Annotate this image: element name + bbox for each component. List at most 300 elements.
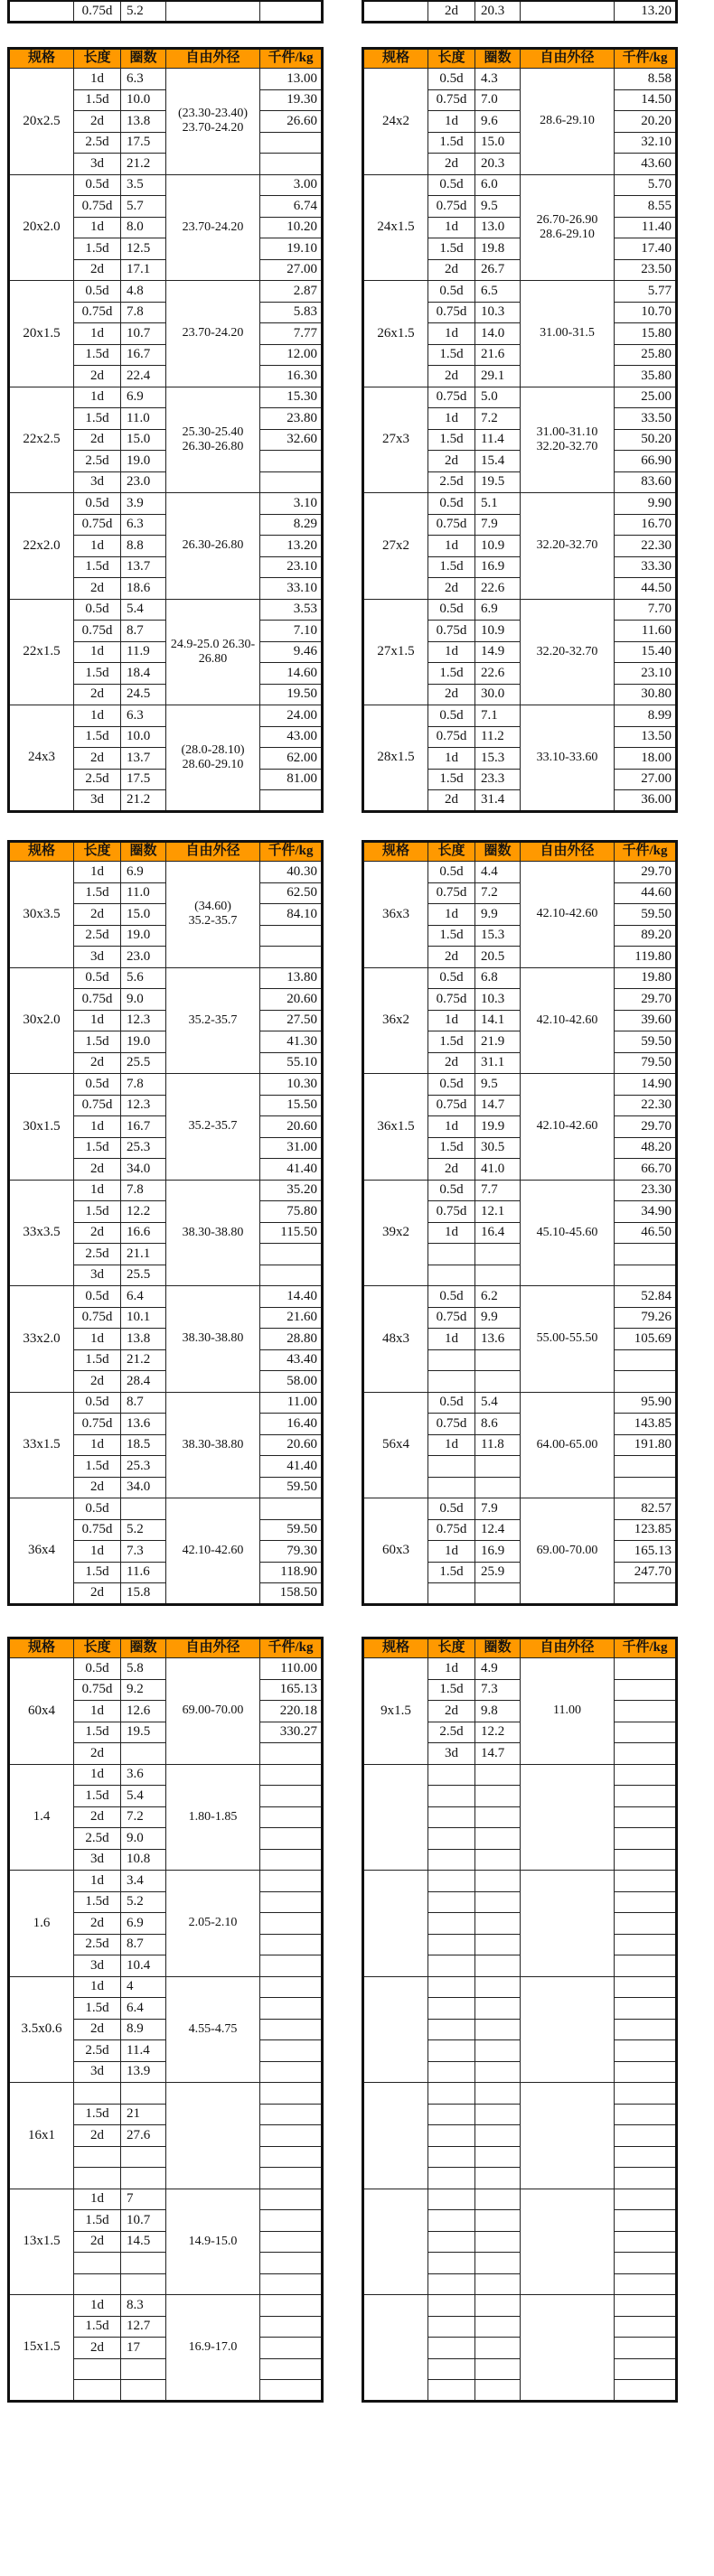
weight-cell: 36.00 [615,790,677,812]
weight-cell [615,1244,677,1265]
length-cell: 0.75d [74,514,121,536]
table-row [363,1498,677,1520]
length-cell: 0.5d [428,281,475,303]
free-diameter-cell: 55.00-55.50 [521,1286,615,1393]
length-cell: 1d [74,705,121,727]
length-cell: 0.75d [74,1,121,23]
coils-cell: 21 [121,2104,166,2125]
weight-cell: 29.70 [615,862,677,883]
column-header: 长度 [74,49,121,69]
length-cell: 0.5d [74,599,121,621]
coils-cell: 22.4 [121,366,166,387]
table-row [363,1286,677,1308]
length-cell: 1.5d [74,882,121,904]
weight-cell: 10.70 [615,302,677,323]
spec-cell [363,1976,428,2083]
length-cell: 1.5d [428,556,475,578]
length-cell: 3d [74,1955,121,1977]
column-header: 规格 [9,842,74,862]
length-cell: 2d [74,2231,121,2253]
table-row [9,1286,323,1308]
column-header: 圈数 [475,1638,521,1658]
length-cell: 2d [428,947,475,968]
weight-cell: 79.30 [260,1541,323,1563]
length-cell: 0.5d [428,493,475,515]
table-row [363,599,677,621]
length-cell: 1d [428,323,475,345]
spec-cell: 33x2.0 [9,1286,74,1393]
weight-cell: 23.30 [615,1180,677,1201]
coils-cell: 28.4 [121,1371,166,1393]
length-cell: 1d [74,1976,121,1998]
length-cell [428,1265,475,1286]
length-cell: 0.5d [74,1074,121,1096]
free-diameter-cell: (34.60) 35.2-35.7 [166,862,260,968]
coils-cell [475,2338,521,2359]
table-row [363,281,677,303]
coils-cell: 9.5 [475,1074,521,1096]
length-cell [428,2104,475,2125]
length-cell: 0.75d [428,196,475,218]
spec-cell: 30x1.5 [9,1074,74,1181]
free-diameter-cell: 11.00 [521,1658,615,1765]
coils-cell: 10.0 [121,89,166,111]
coils-cell: 29.1 [475,366,521,387]
coils-cell: 14.0 [475,323,521,345]
length-cell: 1d [74,1180,121,1201]
coils-cell: 13.8 [121,111,166,133]
weight-cell: 13.20 [615,1,677,23]
coils-cell: 14.7 [475,1743,521,1765]
weight-cell [615,2358,677,2380]
weight-cell: 110.00 [260,1658,323,1680]
coils-cell: 18.6 [121,578,166,600]
column-header: 千件/kg [615,49,677,69]
spec-cell: 16x1 [9,2083,74,2189]
table-row [9,174,323,196]
weight-cell [260,1244,323,1265]
weight-cell [615,2210,677,2232]
coils-cell: 13.6 [475,1329,521,1350]
weight-cell [260,1806,323,1828]
weight-cell: 66.70 [615,1159,677,1181]
table-row [363,2083,677,2105]
length-cell: 0.75d [428,1095,475,1116]
length-cell: 1.5d [74,2210,121,2232]
weight-cell [615,2295,677,2317]
weight-cell: 8.58 [615,69,677,90]
coils-cell: 6.3 [121,69,166,90]
weight-cell [260,2189,323,2210]
length-cell [428,1764,475,1786]
table-row [9,1658,323,1680]
header-row [363,1638,677,1658]
weight-cell [615,1764,677,1786]
coils-cell [475,2125,521,2147]
coils-cell: 3.9 [121,493,166,515]
length-cell: 1.5d [74,408,121,430]
weight-cell: 25.00 [615,387,677,408]
weight-cell: 41.40 [260,1456,323,1478]
spec-table [7,840,324,1606]
coils-cell [121,2358,166,2380]
weight-cell: 33.50 [615,408,677,430]
weight-cell: 14.90 [615,1074,677,1096]
table-row [9,2083,323,2105]
coils-cell: 15.0 [121,904,166,926]
coils-cell: 21.2 [121,790,166,812]
free-diameter-cell: 45.10-45.60 [521,1180,615,1286]
coils-cell: 14.9 [475,641,521,663]
spec-cell: 36x1.5 [363,1074,428,1181]
spec-cell: 3.5x0.6 [9,1976,74,2083]
length-cell: 0.75d [428,387,475,408]
table-row [9,1392,323,1414]
weight-cell [615,1806,677,1828]
weight-cell [260,1764,323,1786]
coils-cell [475,1891,521,1913]
length-cell: 2d [74,1583,121,1605]
weight-cell: 14.50 [615,89,677,111]
free-diameter-cell: 28.6-29.10 [521,69,615,175]
length-cell: 2d [74,1477,121,1498]
weight-cell: 11.40 [615,217,677,238]
coils-cell: 15.3 [475,748,521,770]
spec-cell: 39x2 [363,1180,428,1286]
table-row [9,387,323,408]
length-cell [428,2210,475,2232]
weight-cell: 79.50 [615,1052,677,1074]
weight-cell: 59.50 [615,904,677,926]
weight-cell: 84.10 [260,904,323,926]
weight-cell: 35.80 [615,366,677,387]
length-cell: 2d [74,578,121,600]
length-cell: 1d [74,2295,121,2317]
weight-cell: 8.99 [615,705,677,727]
coils-cell: 3.4 [121,1871,166,1892]
weight-cell [615,1828,677,1850]
coils-cell: 11.4 [475,429,521,451]
coils-cell: 26.7 [475,259,521,281]
free-diameter-cell: 26.70-26.90 28.6-29.10 [521,174,615,281]
weight-cell: 7.70 [615,599,677,621]
length-cell [428,1913,475,1935]
length-cell: 0.75d [428,302,475,323]
coils-cell [475,1477,521,1498]
spec-table [7,47,324,813]
coils-cell: 12.3 [121,1010,166,1031]
spec-cell: 22x2.5 [9,387,74,493]
weight-cell [615,2273,677,2295]
weight-cell: 19.30 [260,89,323,111]
free-diameter-cell: (28.0-28.10) 28.60-29.10 [166,705,260,812]
length-cell [428,1871,475,1892]
length-cell: 1d [428,408,475,430]
weight-cell [615,1891,677,1913]
length-cell: 1d [74,536,121,557]
weight-cell: 31.00 [260,1137,323,1159]
weight-cell: 11.60 [615,621,677,642]
table-row [363,1074,677,1096]
length-cell: 0.75d [428,1201,475,1223]
coils-cell [475,2168,521,2189]
coils-cell: 12.2 [475,1722,521,1743]
length-cell [428,2083,475,2105]
length-cell: 1.5d [428,238,475,260]
spec-cell [363,1,428,23]
weight-cell: 13.00 [260,69,323,90]
coils-cell: 5.6 [121,967,166,989]
column-header: 规格 [363,49,428,69]
coils-cell: 14.1 [475,1010,521,1031]
spec-cell: 1.6 [9,1871,74,1977]
weight-cell: 55.10 [260,1052,323,1074]
weight-cell: 9.90 [615,493,677,515]
weight-cell [615,2040,677,2062]
length-cell: 1d [428,217,475,238]
weight-cell [615,2083,677,2105]
length-cell [428,1477,475,1498]
weight-cell: 44.60 [615,882,677,904]
column-header: 自由外径 [521,49,615,69]
coils-cell: 27.6 [121,2125,166,2147]
coils-cell: 19.0 [121,451,166,472]
length-cell [428,1244,475,1265]
coils-cell: 12.4 [475,1519,521,1541]
coils-cell [121,2146,166,2168]
spec-cell [363,1871,428,1977]
weight-cell [260,1828,323,1850]
length-cell: 2.5d [74,925,121,947]
coils-cell: 12.6 [121,1701,166,1722]
length-cell: 2d [74,1052,121,1074]
coils-cell: 6.9 [121,862,166,883]
coils-cell: 6.2 [475,1286,521,1308]
coils-cell: 15.0 [121,429,166,451]
spec-cell: 30x3.5 [9,862,74,968]
table-row [9,1074,323,1096]
weight-cell: 22.30 [615,1095,677,1116]
free-diameter-cell: 16.9-17.0 [166,2295,260,2402]
weight-cell: 15.40 [615,641,677,663]
weight-cell: 158.50 [260,1583,323,1605]
weight-cell [260,2210,323,2232]
length-cell: 1.5d [74,1349,121,1371]
coils-cell: 11.8 [475,1434,521,1456]
length-cell: 1d [428,1658,475,1680]
coils-cell: 12.1 [475,1201,521,1223]
length-cell [74,2083,121,2105]
free-diameter-cell: 2.05-2.10 [166,1871,260,1977]
weight-cell: 13.50 [615,726,677,748]
length-cell: 2d [428,790,475,812]
weight-cell: 41.30 [260,1031,323,1053]
coils-cell: 10.7 [121,323,166,345]
spec-cell [363,1764,428,1871]
table-row [9,1180,323,1201]
coils-cell: 7.9 [475,1498,521,1520]
weight-cell: 89.20 [615,925,677,947]
weight-cell [260,1891,323,1913]
length-cell: 1d [74,1010,121,1031]
coils-cell: 16.6 [121,1222,166,1244]
weight-cell: 15.80 [615,323,677,345]
weight-cell: 19.80 [615,967,677,989]
coils-cell: 23.0 [121,947,166,968]
length-cell: 2d [74,2125,121,2147]
column-header: 长度 [428,49,475,69]
weight-cell: 32.10 [615,132,677,154]
table-row [9,2295,323,2317]
length-cell [428,1955,475,1977]
coils-cell [121,2380,166,2402]
spec-cell [363,2295,428,2402]
length-cell: 0.5d [428,174,475,196]
free-diameter-cell: 35.2-35.7 [166,1074,260,1181]
length-cell: 0.75d [428,989,475,1011]
length-cell [428,1934,475,1955]
weight-cell [615,1976,677,1998]
coils-cell: 6.4 [121,1998,166,2020]
weight-cell: 29.70 [615,989,677,1011]
coils-cell [475,1934,521,1955]
table-row [9,69,323,90]
weight-cell: 7.10 [260,621,323,642]
coils-cell: 7.2 [475,408,521,430]
weight-cell: 105.69 [615,1329,677,1350]
table-row [363,862,677,883]
length-cell: 2d [74,1913,121,1935]
weight-cell [615,2061,677,2083]
table-row [363,174,677,196]
table-row [363,1976,677,1998]
length-cell: 2d [74,904,121,926]
coils-cell: 13.7 [121,748,166,770]
length-cell: 1.5d [74,238,121,260]
table-row [9,1,323,23]
weight-cell: 33.30 [615,556,677,578]
weight-cell: 32.60 [260,429,323,451]
coils-cell: 7.9 [475,514,521,536]
weight-cell [615,2019,677,2040]
free-diameter-cell: 25.30-25.40 26.30-26.80 [166,387,260,493]
coils-cell: 6.9 [121,387,166,408]
table-row [363,387,677,408]
weight-cell: 330.27 [260,1722,323,1743]
length-cell [428,1849,475,1871]
length-cell: 0.75d [428,514,475,536]
weight-cell: 9.46 [260,641,323,663]
coils-cell [475,1349,521,1371]
coils-cell: 21.1 [121,1244,166,1265]
weight-cell: 16.30 [260,366,323,387]
weight-cell: 43.40 [260,1349,323,1371]
coils-cell: 16.9 [475,1541,521,1563]
column-header: 长度 [428,842,475,862]
spec-cell: 24x3 [9,705,74,812]
length-cell: 1.5d [428,1031,475,1053]
length-cell: 0.75d [74,196,121,218]
spec-cell: 27x2 [363,493,428,600]
free-diameter-cell: 42.10-42.60 [521,967,615,1074]
weight-cell: 5.70 [615,174,677,196]
length-cell: 2d [428,1,475,23]
weight-cell [615,1701,677,1722]
coils-cell: 6.0 [475,174,521,196]
length-cell: 2.5d [74,1828,121,1850]
column-header: 圈数 [475,842,521,862]
coils-cell: 8.6 [475,1414,521,1435]
length-cell: 2.5d [74,769,121,790]
coils-cell: 30.0 [475,684,521,705]
weight-cell: 75.80 [260,1201,323,1223]
spec-cell: 48x3 [363,1286,428,1393]
coils-cell: 16.4 [475,1222,521,1244]
length-cell: 2d [428,1159,475,1181]
length-cell: 2d [74,748,121,770]
weight-cell: 62.00 [260,748,323,770]
coils-cell [475,2040,521,2062]
coils-cell: 5.1 [475,493,521,515]
free-diameter-cell: 64.00-65.00 [521,1392,615,1498]
coils-cell: 7.7 [475,1180,521,1201]
length-cell: 0.5d [74,1392,121,1414]
length-cell [74,2358,121,2380]
weight-cell [615,2189,677,2210]
spec-cell: 36x3 [363,862,428,968]
weight-cell: 33.10 [260,578,323,600]
free-diameter-cell: (23.30-23.40) 23.70-24.20 [166,69,260,175]
length-cell: 1d [74,1116,121,1138]
length-cell: 1d [428,1434,475,1456]
weight-cell [260,2083,323,2105]
length-cell: 0.5d [74,174,121,196]
free-diameter-cell: 23.70-24.20 [166,281,260,387]
free-diameter-cell: 42.10-42.60 [166,1498,260,1605]
coils-cell: 13.9 [121,2061,166,2083]
coils-cell: 13.7 [121,556,166,578]
coils-cell: 17 [121,2338,166,2359]
spec-cell: 36x4 [9,1498,74,1605]
length-cell: 0.75d [74,621,121,642]
coils-cell: 11.9 [121,641,166,663]
table-row [9,599,323,621]
coils-cell: 8.3 [121,2295,166,2317]
length-cell: 1.5d [428,663,475,685]
weight-cell: 39.60 [615,1010,677,1031]
length-cell [428,2231,475,2253]
weight-cell: 3.10 [260,493,323,515]
weight-cell: 82.57 [615,1498,677,1520]
weight-cell: 118.90 [260,1562,323,1583]
spec-cell: 60x4 [9,1658,74,1765]
free-diameter-cell [521,1976,615,2083]
weight-cell: 27.00 [615,769,677,790]
coils-cell: 5.8 [121,1658,166,1680]
free-diameter-cell [521,1871,615,1977]
weight-cell: 44.50 [615,578,677,600]
length-cell: 2d [74,1371,121,1393]
length-cell: 0.5d [74,1286,121,1308]
coils-cell: 9.9 [475,904,521,926]
spec-cell [363,2083,428,2189]
length-cell: 3d [74,2061,121,2083]
coils-cell: 19.0 [121,925,166,947]
length-cell: 1.5d [428,1679,475,1701]
coils-cell [475,1871,521,1892]
table-row [9,705,323,727]
length-cell: 2.5d [74,1934,121,1955]
